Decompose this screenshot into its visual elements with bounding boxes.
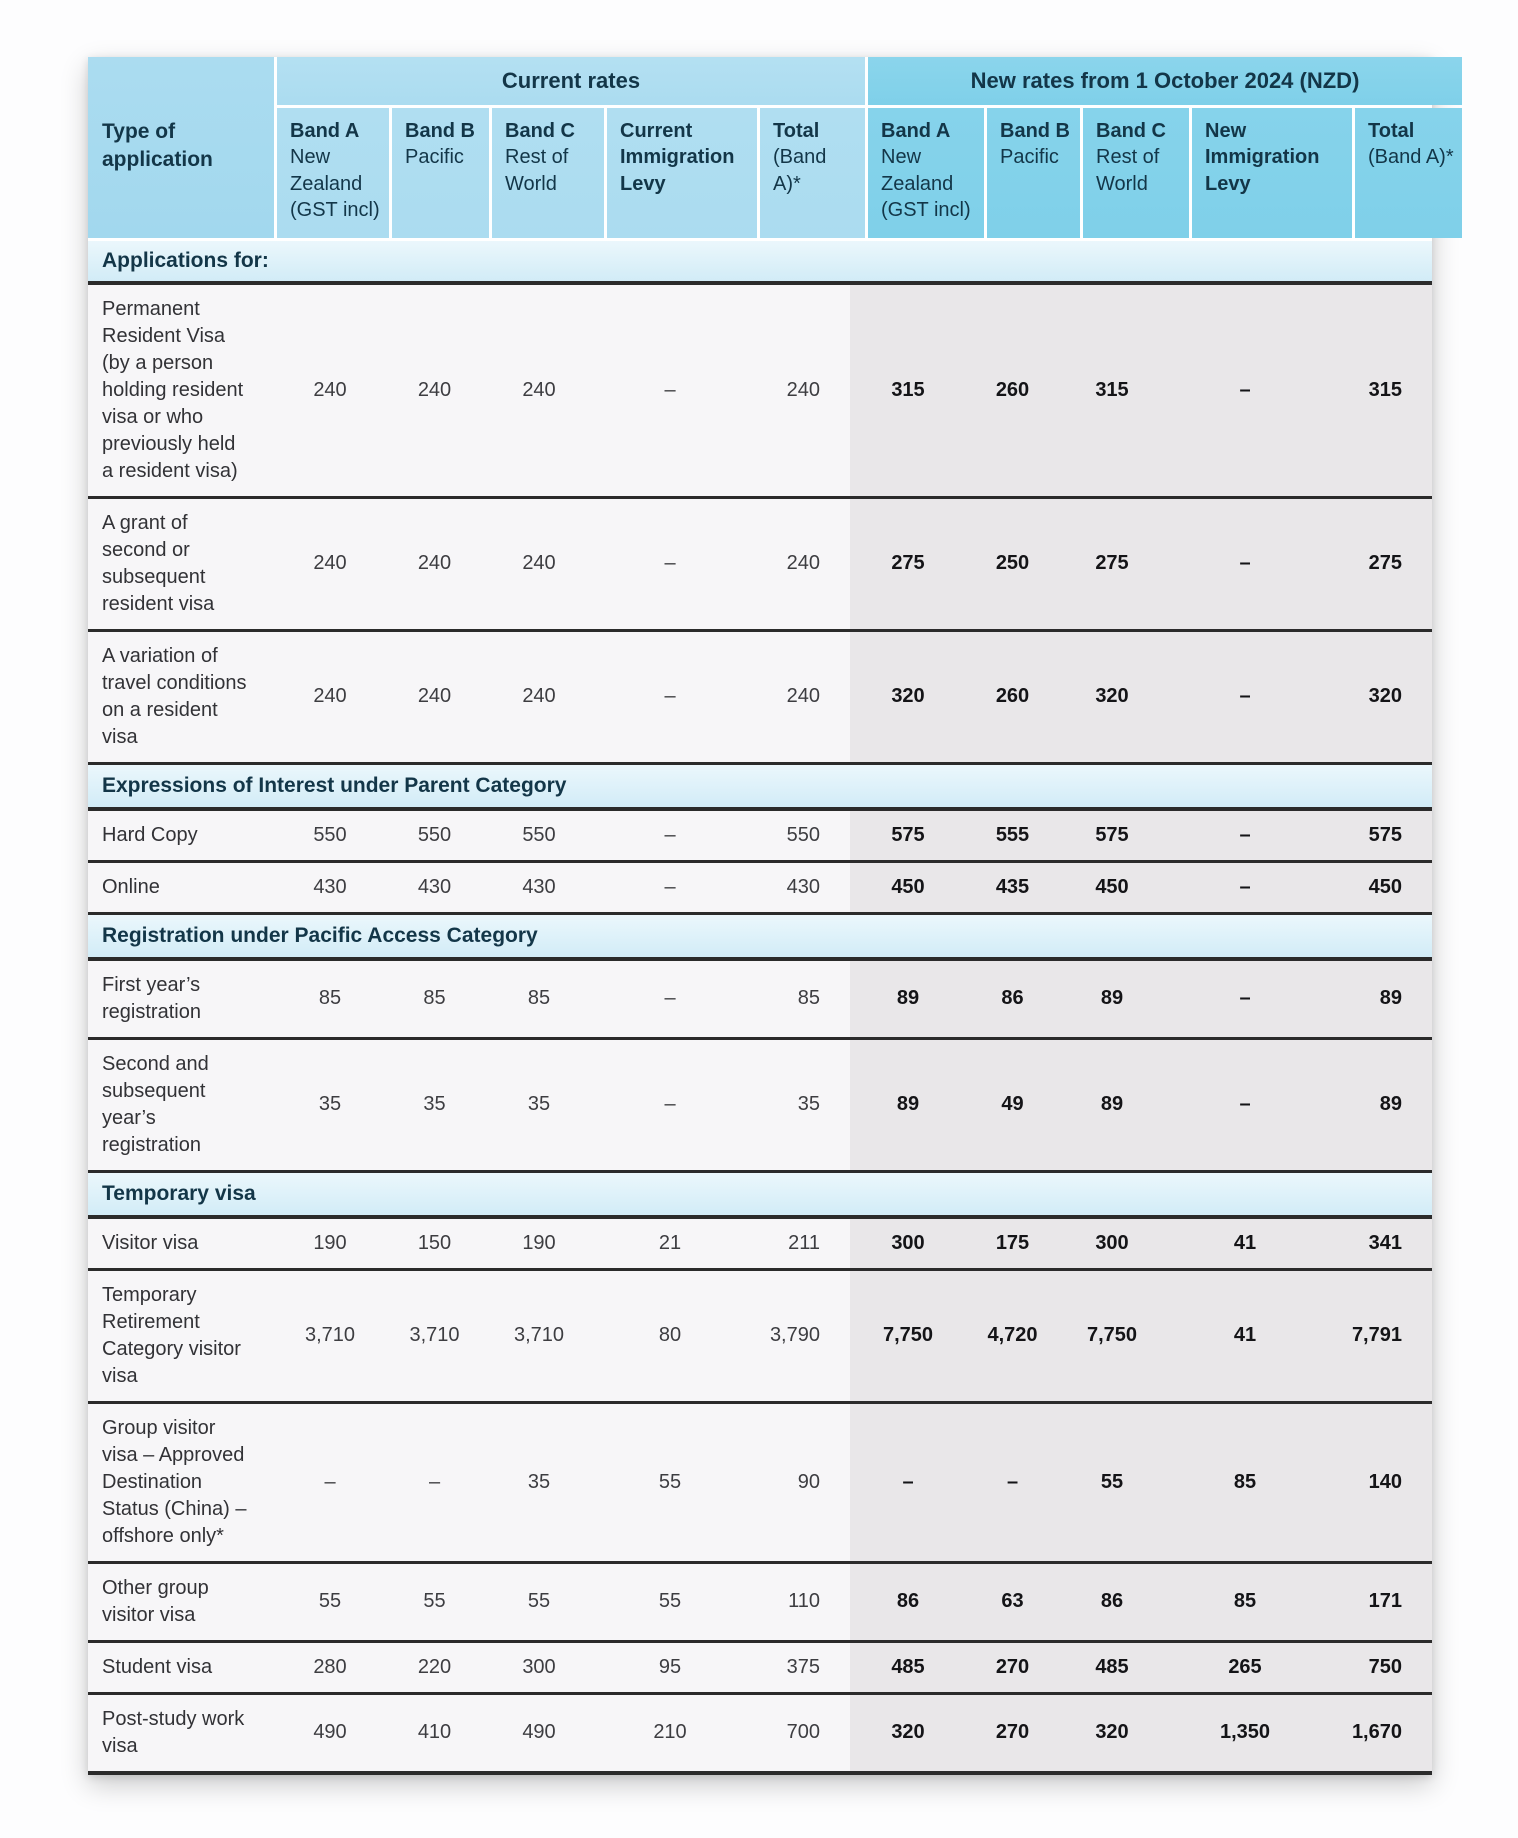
new-levy-cell: – [1165, 499, 1325, 629]
current-band-c-cell: 55 [483, 1564, 595, 1640]
current-total-cell: 240 [745, 285, 850, 496]
new-levy-cell: – [1165, 1040, 1325, 1170]
new-band-c-cell: 485 [1059, 1643, 1165, 1692]
current-total-cell: 430 [745, 863, 850, 912]
new-band-a-cell: 450 [850, 863, 966, 912]
current-band-c-cell: 85 [483, 961, 595, 1037]
new-band-b-cell: 86 [966, 961, 1059, 1037]
current-band-b-cell: 150 [386, 1219, 483, 1268]
new-band-a-cell: 320 [850, 1695, 966, 1771]
corner-header-label: Type of application [102, 120, 213, 171]
current-band-b-header [392, 108, 489, 238]
new-levy-cell: 41 [1165, 1219, 1325, 1268]
current-band-b-cell: 3,710 [386, 1271, 483, 1401]
row-label: Group visitor visa – Approved Destination Status (China) – offshore only* [88, 1404, 274, 1561]
new-total-cell: 171 [1325, 1564, 1432, 1640]
column-subtitle: New Zealand (GST incl) [881, 146, 971, 222]
current-band-c-cell: 430 [483, 863, 595, 912]
new-band-a-cell: 300 [850, 1219, 966, 1268]
table-row [88, 285, 1432, 499]
table-row [88, 863, 1432, 915]
current-total-cell: 85 [745, 961, 850, 1037]
current-levy-cell: 95 [595, 1643, 745, 1692]
current-levy-cell: – [595, 499, 745, 629]
current-band-b-cell: 220 [386, 1643, 483, 1692]
new-band-a-cell: – [850, 1404, 966, 1561]
new-levy-cell: 265 [1165, 1643, 1325, 1692]
current-band-c-cell: 240 [483, 285, 595, 496]
new-band-a-cell: 89 [850, 1040, 966, 1170]
new-total-cell: 320 [1325, 632, 1432, 762]
column-subtitle: Pacific [1000, 146, 1059, 169]
current-total-cell: 550 [745, 811, 850, 860]
column-title: Band A [881, 120, 951, 142]
row-label: First year’s registration [88, 961, 274, 1037]
current-total-cell: 110 [745, 1564, 850, 1640]
row-label: Second and subsequent year’s registration [88, 1040, 274, 1170]
current-total-header [760, 108, 865, 238]
column-title: Band C [1096, 120, 1166, 142]
current-total-cell: 240 [745, 632, 850, 762]
current-band-a-cell: 35 [274, 1040, 386, 1170]
table-body [88, 238, 1432, 1775]
current-levy-cell: – [595, 1040, 745, 1170]
new-band-c-cell: 89 [1059, 961, 1165, 1037]
column-title: Band B [1000, 120, 1070, 142]
current-band-b-cell: 430 [386, 863, 483, 912]
current-levy-cell: 55 [595, 1564, 745, 1640]
current-total-cell: 35 [745, 1040, 850, 1170]
new-band-c-cell: 89 [1059, 1040, 1165, 1170]
fee-rates-table [88, 57, 1454, 1775]
new-levy-cell: – [1165, 285, 1325, 496]
new-band-b-cell: 270 [966, 1643, 1059, 1692]
column-subtitle: (Band A)* [773, 146, 827, 195]
new-band-b-cell: 260 [966, 285, 1059, 496]
table-row [88, 811, 1432, 863]
new-levy-cell: 1,350 [1165, 1695, 1325, 1771]
current-band-a-cell: 550 [274, 811, 386, 860]
current-band-c-cell: 490 [483, 1695, 595, 1771]
current-band-b-cell: 55 [386, 1564, 483, 1640]
column-title: Total [1368, 120, 1415, 142]
new-immigration-levy-header [1192, 108, 1352, 238]
new-total-cell: 275 [1325, 499, 1432, 629]
column-title: New Immigration Levy [1205, 120, 1320, 195]
current-levy-cell: – [595, 632, 745, 762]
column-subtitle: New Zealand (GST incl) [290, 146, 380, 222]
new-band-c-cell: 450 [1059, 863, 1165, 912]
row-label: Student visa [88, 1643, 274, 1692]
column-title: Band B [405, 120, 475, 142]
new-total-cell: 89 [1325, 961, 1432, 1037]
section-header-row [88, 238, 1432, 285]
new-band-b-cell: 270 [966, 1695, 1059, 1771]
column-title: Band C [505, 120, 575, 142]
current-band-b-cell: 240 [386, 499, 483, 629]
new-band-c-cell: 300 [1059, 1219, 1165, 1268]
new-band-a-cell: 485 [850, 1643, 966, 1692]
row-label: Permanent Resident Visa (by a person holding resident visa or who previously held a resident visa) [88, 285, 274, 496]
current-band-b-cell: – [386, 1404, 483, 1561]
current-band-c-header [492, 108, 604, 238]
new-band-c-cell: 575 [1059, 811, 1165, 860]
new-band-b-cell: 555 [966, 811, 1059, 860]
section-header-row [88, 765, 1432, 811]
new-levy-cell: 41 [1165, 1271, 1325, 1401]
new-total-cell: 1,670 [1325, 1695, 1432, 1771]
current-band-a-cell: 240 [274, 499, 386, 629]
current-band-a-cell: 190 [274, 1219, 386, 1268]
row-label: A grant of second or subsequent resident visa [88, 499, 274, 629]
new-band-c-cell: 7,750 [1059, 1271, 1165, 1401]
current-band-c-cell: 35 [483, 1040, 595, 1170]
current-band-b-cell: 550 [386, 811, 483, 860]
new-band-b-cell: 435 [966, 863, 1059, 912]
new-band-b-cell: – [966, 1404, 1059, 1561]
new-levy-cell: 85 [1165, 1404, 1325, 1561]
current-levy-cell: 21 [595, 1219, 745, 1268]
new-band-a-cell: 86 [850, 1564, 966, 1640]
table-row [88, 1040, 1432, 1173]
current-band-b-cell: 85 [386, 961, 483, 1037]
current-band-c-cell: 240 [483, 499, 595, 629]
current-total-cell: 211 [745, 1219, 850, 1268]
new-total-cell: 315 [1325, 285, 1432, 496]
new-band-a-header [868, 108, 984, 238]
row-label: Temporary Retirement Category visitor visa [88, 1271, 274, 1401]
current-band-c-cell: 240 [483, 632, 595, 762]
current-levy-cell: – [595, 863, 745, 912]
new-levy-cell: 85 [1165, 1564, 1325, 1640]
new-band-c-cell: 320 [1059, 1695, 1165, 1771]
new-band-a-cell: 315 [850, 285, 966, 496]
current-band-a-cell: 430 [274, 863, 386, 912]
row-label: Hard Copy [88, 811, 274, 860]
new-levy-cell: – [1165, 811, 1325, 860]
current-band-a-cell: 240 [274, 285, 386, 496]
new-total-cell: 450 [1325, 863, 1432, 912]
current-total-cell: 700 [745, 1695, 850, 1771]
current-band-a-header [277, 108, 389, 238]
new-levy-cell: – [1165, 961, 1325, 1037]
section-title: Temporary visa [102, 1181, 256, 1205]
section-title: Expressions of Interest under Parent Category [102, 773, 567, 797]
current-levy-cell: – [595, 285, 745, 496]
current-levy-cell: 55 [595, 1404, 745, 1561]
new-band-c-cell: 320 [1059, 632, 1165, 762]
new-band-b-cell: 63 [966, 1564, 1059, 1640]
row-label: Other group visitor visa [88, 1564, 274, 1640]
current-levy-cell: – [595, 961, 745, 1037]
current-levy-cell: – [595, 811, 745, 860]
new-total-cell: 89 [1325, 1040, 1432, 1170]
current-total-cell: 3,790 [745, 1271, 850, 1401]
row-label: A variation of travel conditions on a resident visa [88, 632, 274, 762]
new-band-c-header [1083, 108, 1189, 238]
new-band-a-cell: 320 [850, 632, 966, 762]
new-band-c-cell: 55 [1059, 1404, 1165, 1561]
column-title: Total [773, 120, 820, 142]
table-row [88, 1271, 1432, 1404]
current-rates-group-label: Current rates [501, 68, 641, 93]
section-header-row [88, 915, 1432, 961]
current-band-a-cell: 3,710 [274, 1271, 386, 1401]
new-band-c-cell: 86 [1059, 1564, 1165, 1640]
current-band-a-cell: 85 [274, 961, 386, 1037]
current-band-a-cell: 55 [274, 1564, 386, 1640]
current-band-c-cell: 3,710 [483, 1271, 595, 1401]
new-band-a-cell: 275 [850, 499, 966, 629]
new-total-cell: 7,791 [1325, 1271, 1432, 1401]
row-label: Post-study work visa [88, 1695, 274, 1771]
new-band-a-cell: 89 [850, 961, 966, 1037]
current-rates-group-header [277, 57, 865, 105]
new-total-cell: 140 [1325, 1404, 1432, 1561]
current-band-b-cell: 35 [386, 1040, 483, 1170]
table-row [88, 632, 1432, 765]
section-title: Applications for: [102, 248, 269, 272]
current-band-a-cell: 490 [274, 1695, 386, 1771]
current-band-b-cell: 240 [386, 632, 483, 762]
current-band-c-cell: 300 [483, 1643, 595, 1692]
new-band-c-cell: 275 [1059, 499, 1165, 629]
current-band-b-cell: 410 [386, 1695, 483, 1771]
current-band-c-cell: 35 [483, 1404, 595, 1561]
new-levy-cell: – [1165, 863, 1325, 912]
column-subtitle: Pacific [405, 146, 464, 169]
current-band-b-cell: 240 [386, 285, 483, 496]
new-total-cell: 341 [1325, 1219, 1432, 1268]
new-band-b-cell: 175 [966, 1219, 1059, 1268]
table-row [88, 1695, 1432, 1775]
new-total-header [1355, 108, 1462, 238]
table-row [88, 499, 1432, 632]
current-levy-cell: 80 [595, 1271, 745, 1401]
new-band-c-cell: 315 [1059, 285, 1165, 496]
new-band-b-header [987, 108, 1080, 238]
new-rates-group-label: New rates from 1 October 2024 (NZD) [970, 68, 1360, 93]
section-header-row [88, 1173, 1432, 1219]
current-band-a-cell: 280 [274, 1643, 386, 1692]
column-title: Current Immigration Levy [620, 120, 735, 195]
column-title: Band A [290, 120, 360, 142]
current-levy-cell: 210 [595, 1695, 745, 1771]
table-row [88, 1564, 1432, 1643]
section-title: Registration under Pacific Access Category [102, 923, 538, 947]
column-subtitle: Rest of World [1096, 146, 1160, 195]
current-total-cell: 375 [745, 1643, 850, 1692]
new-total-cell: 575 [1325, 811, 1432, 860]
row-label: Visitor visa [88, 1219, 274, 1268]
table-row [88, 961, 1432, 1040]
corner-header-cell [88, 57, 274, 238]
row-label: Online [88, 863, 274, 912]
current-band-a-cell: – [274, 1404, 386, 1561]
table-header [88, 57, 1454, 238]
current-band-c-cell: 550 [483, 811, 595, 860]
new-levy-cell: – [1165, 632, 1325, 762]
current-total-cell: 90 [745, 1404, 850, 1561]
new-rates-group-header [868, 57, 1462, 105]
new-total-cell: 750 [1325, 1643, 1432, 1692]
table-row [88, 1404, 1432, 1564]
table-row [88, 1643, 1432, 1695]
column-subtitle: (Band A)* [1368, 146, 1454, 169]
new-band-b-cell: 49 [966, 1040, 1059, 1170]
current-immigration-levy-header [607, 108, 757, 238]
new-band-a-cell: 575 [850, 811, 966, 860]
column-subtitle: Rest of World [505, 146, 569, 195]
new-band-a-cell: 7,750 [850, 1271, 966, 1401]
current-band-a-cell: 240 [274, 632, 386, 762]
current-total-cell: 240 [745, 499, 850, 629]
new-band-b-cell: 260 [966, 632, 1059, 762]
new-band-b-cell: 4,720 [966, 1271, 1059, 1401]
table-row [88, 1219, 1432, 1271]
current-band-c-cell: 190 [483, 1219, 595, 1268]
new-band-b-cell: 250 [966, 499, 1059, 629]
